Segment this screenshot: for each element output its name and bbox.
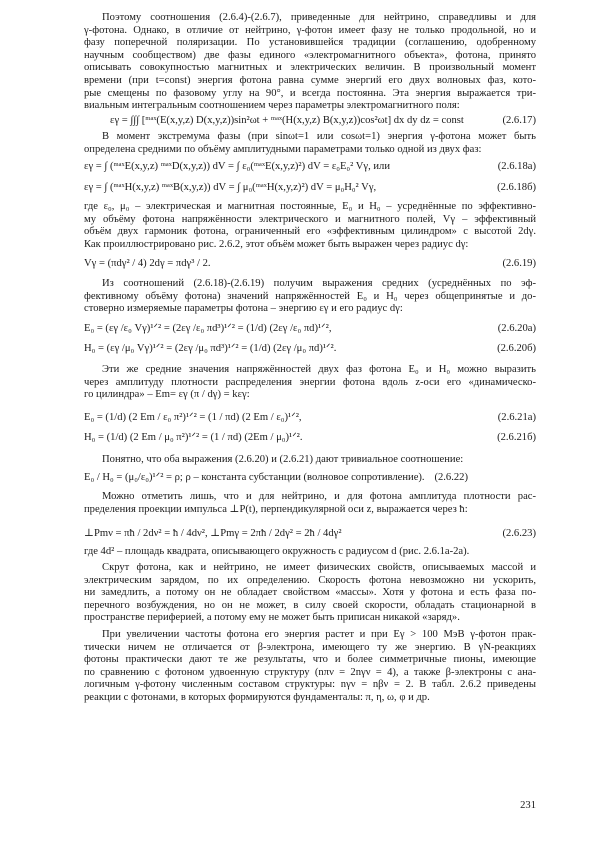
paragraph-trivial (84, 454, 536, 467)
text-line: Скрут фотона, как и нейтрино, не имеет физических свойств, описываемых массой и (102, 562, 536, 573)
text-line: пределения проекции импульса ⊥P(t), перпендикулярной оси z, выражается через ħ: (84, 503, 468, 515)
text-line: где 4d² – площадь квадрата, описывающего окружность с радиусом d (рис. 2.6.1а-2а). (84, 546, 470, 557)
equation-text: εγ = ∫∫∫ [ᵐᵃˣ(E(x,y,z) D(x,y,z))sin²ωt + ᵐᵃˣ(H(x,y,z) B(x,y,z))cos²ωt] dx dy dz = const (110, 115, 464, 126)
paragraph-twist (84, 562, 536, 625)
text-line: Можно отметить лишь, что и для нейтрино, и для фотона амплитуда плотности рас- (102, 491, 536, 502)
text-line: стоверно измеряемые параметры фотона – энергию εγ и его радиус dγ: (84, 303, 403, 315)
text-line: ни замедлить, а потому он не обладает свойством «массы». Хотя у фотона и есть фаза по- (84, 587, 536, 599)
text-line: γ-фотона. Однако, в отличие от нейтрино, γ-фотон имеет фазу не только продольной, но и (84, 24, 536, 36)
text-line: логичным γ-фотону численным составом структуры: nγν = nβν = 2. В табл. 2.6.2 приведены (84, 679, 536, 691)
text-line: тически ничем не отличается от β-электрона, имеющего ту же энергию. В γN-реакциях (84, 641, 536, 653)
equation-number: (2.6.18а) (497, 161, 536, 172)
text-line: му объёму фотона напряжённости электрического и магнитного полей, Vγ – эффективный (84, 213, 536, 225)
text-line: определена средними по объёму амплитудными параметрами только одной из двух фаз: (84, 143, 482, 155)
equation-number: (2.6.21а) (497, 412, 536, 423)
page-number: 231 (520, 800, 536, 811)
paragraph-momentum (84, 491, 536, 516)
text-line: Понятно, что оба выражения (2.6.20) и (2.6.21) дают тривиальное соотношение: (102, 454, 464, 465)
text-line: Поэтому соотношения (2.6.4)-(2.6.7), приведенные для нейтрино, справедливы и для (102, 12, 536, 23)
paragraph-intro (84, 12, 536, 113)
text-line: по сравнению с фотоном удвоенную структуру (nπν = 2nγν = 4), а также β-электроны с ана- (84, 666, 536, 678)
equation-number: (2.6.22) (434, 472, 468, 483)
paragraph-square-area (84, 546, 536, 559)
paragraph-extremum (84, 131, 536, 156)
equation-text: Vγ = (πdγ² / 4) 2dγ = πdγ³ / 2. (84, 258, 211, 269)
equation-text: E₀ = (1/d) (2 Em / ε₀ π²)¹ᐟ² = (1 / πd) (2 Em / ε₀)¹ᐟ², (84, 412, 302, 423)
equation-text: ⊥Pmν = πħ / 2dν² = ħ / 4dν², ⊥Pmγ = 2πħ / 2dγ² = 2ħ / 4dγ² (84, 528, 342, 539)
text-line: фотоны практически дают те же результаты, что и более симметричные пионы, имеющие (84, 654, 536, 666)
equation-text: εγ = ∫ (ᵐᵃˣE(x,y,z) ᵐᵃˣD(x,y,z)) dV = ∫ ε₀(ᵐᵃˣE(x,y,z)²) dV = ε₀E₀² Vγ, или (84, 161, 391, 172)
text-line: объём двух гармоник фотона, ограниченный его «эффективным цилиндром» с высотой 2dγ. (84, 226, 536, 238)
text-line: электрическим зарядом, по их определению. Скорость фотона невозможно ни ускорить, (84, 574, 536, 586)
paragraph-mean-values (84, 364, 536, 402)
paragraph-frequency (84, 629, 536, 705)
equation-number: (2.6.17) (502, 115, 536, 126)
paragraph-constants (84, 201, 536, 251)
equation-number: (2.6.18б) (497, 182, 536, 193)
text-line: описывать совокупностью магнитных и электрических величин. В произвольный момент (84, 62, 536, 74)
equation-text: E₀ = (εγ /ε₀ Vγ)¹ᐟ² = (2εγ /ε₀ πd³)¹ᐟ² = (1/d) (2εγ /ε₀ πd)¹ᐟ², (84, 323, 332, 334)
equation-number: (2.6.21б) (497, 432, 536, 443)
equation-text: εγ = ∫ (ᵐᵃˣH(x,y,z) ᵐᵃˣB(x,y,z)) dV = ∫ μ₀(ᵐᵃˣH(x,y,z)²) dV = μ₀H₀² Vγ, (84, 182, 377, 193)
text-line: При увеличении частоты фотона его энергия растет и при Eγ > 100 МэВ γ-фотон прак- (102, 629, 536, 640)
text-line: реакции с фотонами, в которых формируются фундаменталы: π, η, ω, φ и др. (84, 691, 430, 703)
text-line: пространстве периферией, а потому ему не может быть приписан никакой «заряд». (84, 612, 460, 624)
equation-text: H₀ = (εγ /μ₀ Vγ)¹ᐟ² = (2εγ /μ₀ πd³)¹ᐟ² = (1/d) (2εγ /μ₀ πd)¹ᐟ². (84, 343, 337, 354)
text-line: научным сообществом) две фазы единого «электромагнитного объекта», фотона, принято (84, 49, 536, 61)
text-line: перечного возбуждения, но он не может, в силу своей скорости, обладать стационарной в (84, 599, 536, 611)
text-line: времени (при t=const) энергия фотона равна сумме энергий его двух волновых фаз, кото- (84, 74, 536, 86)
equation-text: E₀ / H₀ = (μ₀/ε₀)¹ᐟ² = ρ; ρ – константа субстанции (волновое сопротивление). (84, 472, 425, 483)
text-line: фективному объёму фотона) значений напряжённостей E₀ и H₀ через общепринятые и до- (84, 290, 536, 302)
text-line: виальным интегральным соотношением через параметры электромагнитного поля: (84, 100, 460, 112)
text-line: где ε₀, μ₀ – электрическая и магнитная постоянные, E₀ и H₀ – усреднённые по эффективно- (84, 201, 536, 212)
text-line: В момент экстремума фазы (при sinωt=1 или cosωt=1) энергия γ-фотона может быть (102, 131, 536, 142)
equation-number: (2.6.20а) (497, 323, 536, 334)
paragraph-from-relations (84, 278, 536, 316)
text-line: го цилиндра» – Em= εγ (π / dγ) = kεγ: (84, 389, 250, 401)
text-line: фазу поперечной поляризации. По установившейся традиции (соглашению, одобренному (84, 37, 536, 49)
equation-number: (2.6.23) (502, 528, 536, 539)
text-line: Как проиллюстрировано рис. 2.6.2, этот объём может быть выражен через радиус dγ: (84, 238, 469, 250)
equation-text: H₀ = (1/d) (2 Em / μ₀ π²)¹ᐟ² = (1 / πd) (2Em / μ₀)¹ᐟ². (84, 432, 303, 443)
equation-number: (2.6.19) (502, 258, 536, 269)
text-line: рые смещены по фазовому углу на 90°, и всегда постоянна. Эта энергия выражается три- (84, 87, 536, 99)
text-line: Эти же средние значения напряжённостей двух фаз фотона E₀ и H₀ можно выразить (102, 364, 536, 375)
text-line: Из соотношений (2.6.18)-(2.6.19) получим выражения средних (усреднённых по эф- (102, 278, 536, 289)
text-line: через амплитуду плотности распределения энергии фотона вдоль z-оси его «динамическо- (84, 376, 536, 388)
equation-number: (2.6.20б) (497, 343, 536, 354)
